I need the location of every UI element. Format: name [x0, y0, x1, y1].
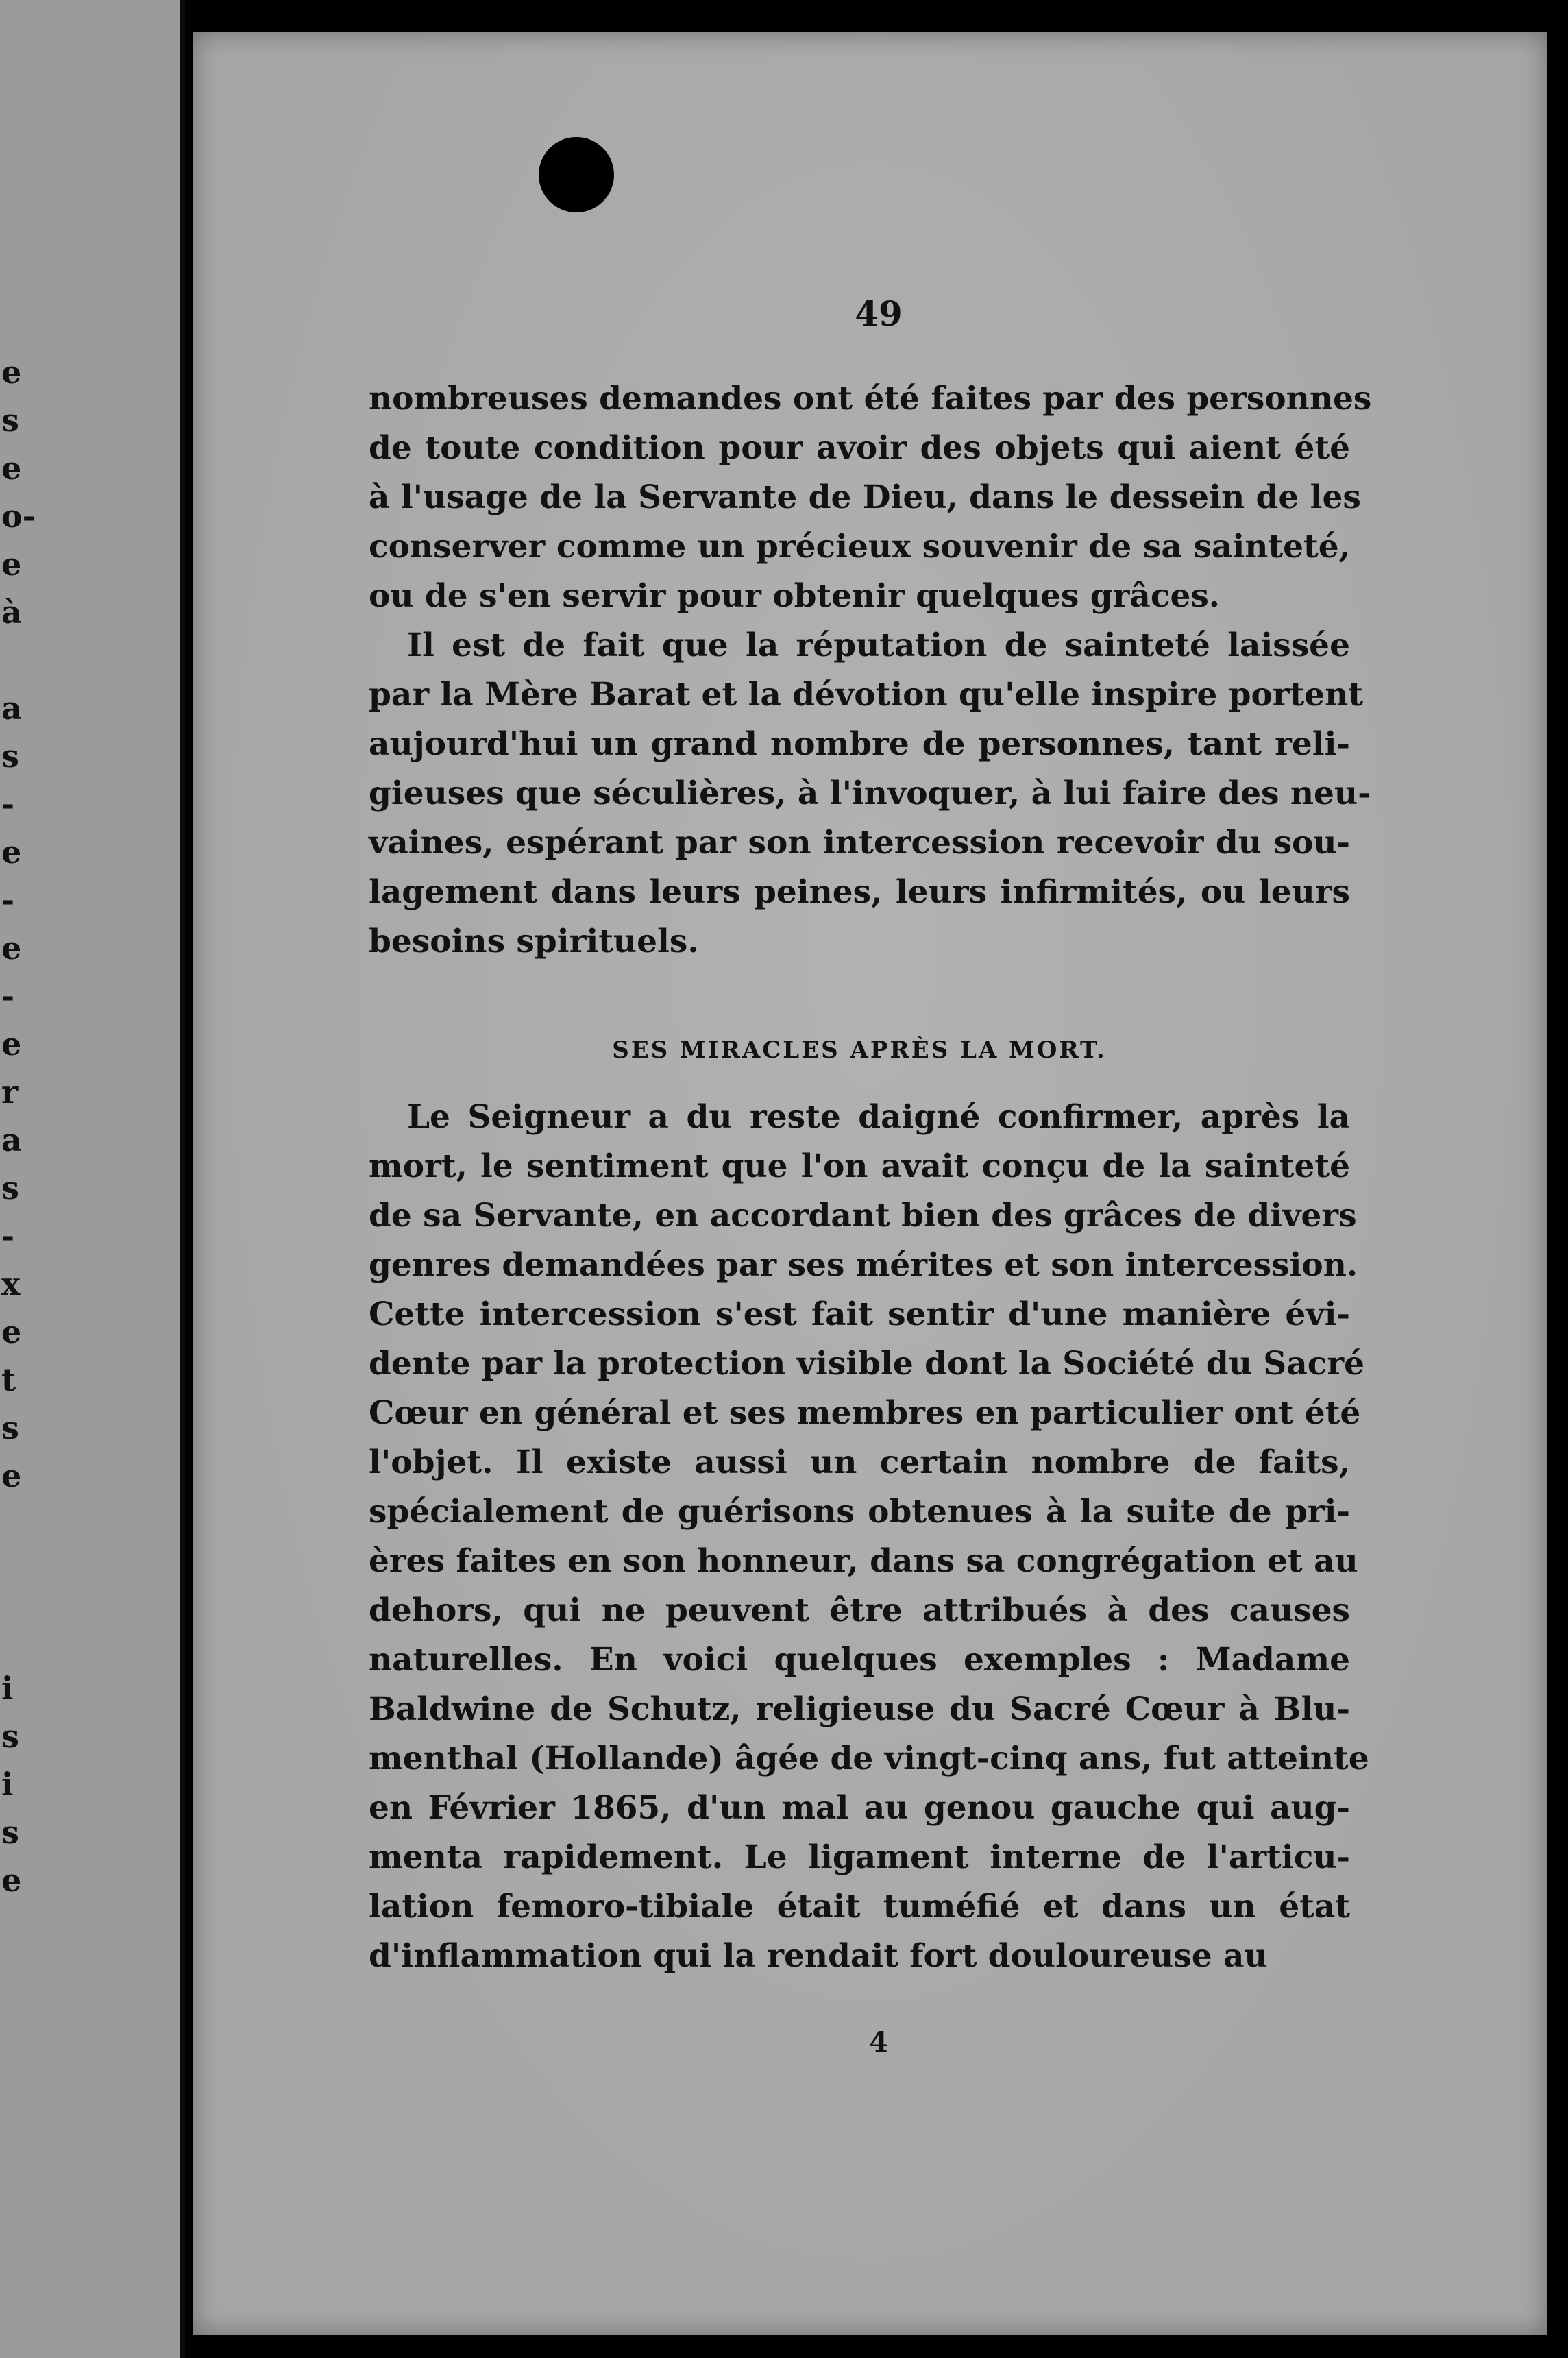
text-line: à l'usage de la Servante de Dieu, dans le dessein de les: [369, 478, 1361, 516]
facing-page-char: -: [1, 882, 15, 919]
text-line: d'inflammation qui la rendait fort douloureuse au: [369, 1937, 1268, 1975]
facing-page-char: e: [1, 546, 22, 583]
facing-page-char: e: [1, 1025, 22, 1062]
facing-page-char: t: [1, 1361, 16, 1398]
text-line: Cette intercession s'est fait sentir d'une manière évi-: [369, 1296, 1350, 1333]
facing-page-char: a: [1, 1121, 22, 1158]
text-line: Baldwine de Schutz, religieuse du Sacré Cœur à Blu-: [369, 1690, 1350, 1728]
facing-page-edge: [0, 0, 185, 2358]
facing-page-char: e: [1, 929, 22, 967]
section-heading: SES MIRACLES APRÈS LA MORT.: [612, 1036, 1107, 1064]
facing-page-char: -: [1, 786, 15, 823]
book-page: [193, 32, 1547, 2335]
text-line: spécialement de guérisons obtenues à la suite de pri-: [369, 1493, 1350, 1531]
text-line: besoins spirituels.: [369, 923, 699, 960]
text-line: de sa Servante, en accordant bien des grâces de divers: [369, 1197, 1357, 1235]
facing-page-char: r: [1, 1073, 19, 1110]
facing-page-char: -: [1, 977, 15, 1014]
facing-page-char: a: [1, 690, 22, 727]
text-line: ères faites en son honneur, dans sa congrégation et au: [369, 1542, 1358, 1580]
page-body: [369, 374, 1372, 1981]
facing-page-char: x: [1, 1265, 21, 1302]
facing-page-char: s: [1, 1814, 19, 1851]
facing-page-char: e: [1, 1313, 22, 1350]
text-line: en Février 1865, d'un mal au genou gauche qui aug-: [369, 1789, 1350, 1827]
text-line: conserver comme un précieux souvenir de sa sainteté,: [369, 528, 1350, 566]
facing-page-char: s: [1, 402, 19, 439]
facing-page-char: e: [1, 1457, 22, 1494]
paragraph-3: [369, 1093, 1369, 1981]
text-line: nombreuses demandes ont été faites par des personnes: [369, 380, 1372, 417]
facing-page-char: e: [1, 354, 22, 391]
text-line: lation femoro-tibiale était tuméfié et dans un état: [369, 1888, 1350, 1925]
text-line: Cœur en général et ses membres en particulier ont été: [369, 1394, 1361, 1432]
text-line: Il est de fait que la réputation de sainteté laissée: [407, 627, 1350, 664]
facing-page-char: e: [1, 1862, 22, 1899]
text-line: de toute condition pour avoir des objets qui aient été: [369, 429, 1350, 467]
facing-page-char: s: [1, 1409, 19, 1446]
facing-page-char: -: [1, 1217, 15, 1254]
text-line: dehors, qui ne peuvent être attribués à des causes: [369, 1592, 1350, 1629]
text-line: mort, le sentiment que l'on avait conçu de la sainteté: [369, 1147, 1350, 1185]
text-line: menta rapidement. Le ligament interne de l'articu-: [369, 1838, 1350, 1876]
facing-page-char: e: [1, 450, 22, 487]
facing-page-char: à: [1, 594, 22, 631]
text-line: naturelles. En voici quelques exemples : Madame: [369, 1641, 1350, 1679]
text-line: l'objet. Il existe aussi un certain nombre de faits,: [369, 1444, 1350, 1481]
text-line: dente par la protection visible dont la Société du Sacré: [369, 1345, 1364, 1383]
text-line: ou de s'en servir pour obtenir quelques grâces.: [369, 577, 1221, 615]
punch-hole: [539, 137, 614, 212]
text-line: lagement dans leurs peines, leurs infirmités, ou leurs: [369, 873, 1350, 911]
facing-page-char: i: [1, 1766, 14, 1803]
facing-page-char: s: [1, 738, 19, 775]
text-line: menthal (Hollande) âgée de vingt-cinq ans, fut atteinte: [369, 1740, 1369, 1777]
paragraph-2: [369, 621, 1371, 967]
text-line: par la Mère Barat et la dévotion qu'elle inspire portent: [369, 676, 1364, 714]
text-line: vaines, espérant par son intercession recevoir du sou-: [369, 824, 1350, 862]
text-line: genres demandées par ses mérites et son intercession.: [369, 1246, 1358, 1284]
facing-page-char: s: [1, 1718, 19, 1755]
signature-mark: 4: [869, 2026, 888, 2058]
text-line: Le Seigneur a du reste daigné confirmer, après la: [407, 1098, 1350, 1136]
facing-page-char: o-: [1, 498, 36, 535]
text-line: gieuses que séculières, à l'invoquer, à lui faire des neu-: [369, 775, 1371, 812]
facing-page-char: e: [1, 834, 22, 871]
page-number: 49: [855, 293, 903, 334]
facing-page-char: s: [1, 1169, 19, 1206]
text-line: aujourd'hui un grand nombre de personnes, tant reli-: [369, 725, 1350, 763]
page-spine: [180, 0, 185, 2358]
facing-page-char: i: [1, 1670, 14, 1707]
paragraph-1: [369, 374, 1372, 621]
